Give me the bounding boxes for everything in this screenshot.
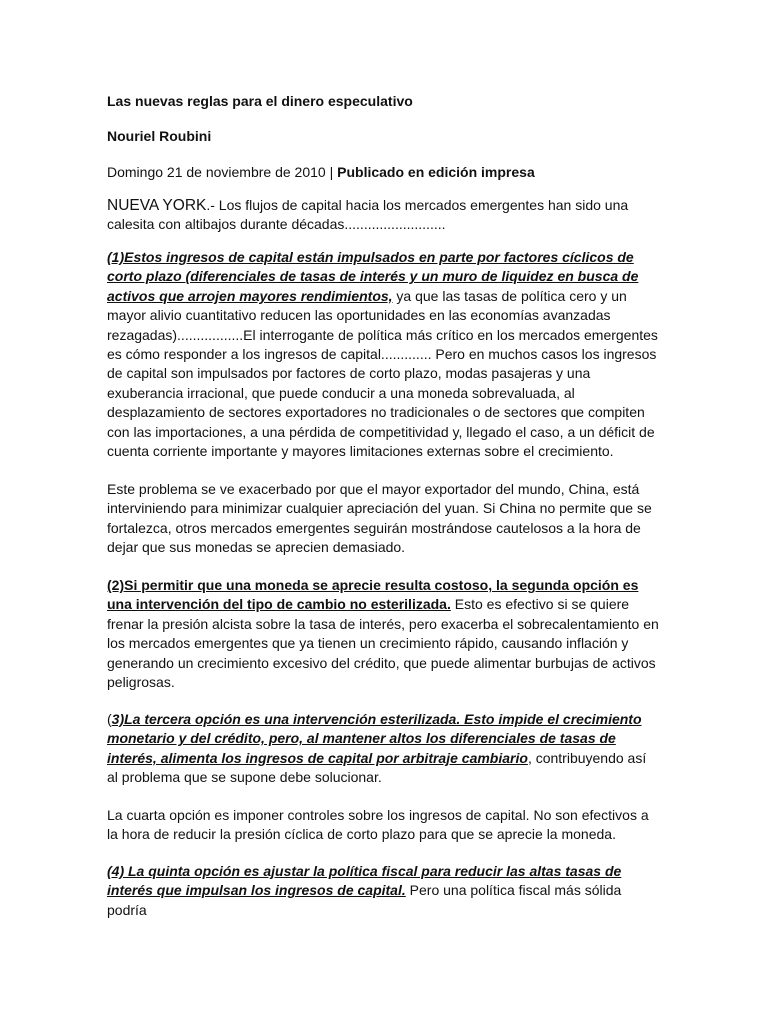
paragraph-6 (107, 862, 659, 920)
intro-text: .- Los flujos de capital hacia los mercados emergentes han sido una calesita con altibajos durante décadas.......................... (107, 197, 629, 233)
paragraph-1-text: ya que las tasas de política cero y un mayor alivio cuantitativo reducen las oportunidades en las economías avanzadas rezagadas).................El interrogante de política más crítico en los mercados emergentes es cómo responder a los ingresos de capital............. Pero en muchos casos los ingresos de capital son impulsados por factores de corto plazo, modas pasajeras y una exuberancia irracional, que puede conducir a una moneda sobrevaluada, al desplazamiento de sectores exportadores no tradicionales o de sectores que compiten con las importaciones, a una pérdida de competitividad y, llegado el caso, a un déficit de cuenta corriente importante y mayores limitaciones externas sobre el crecimiento. (107, 287, 658, 460)
paragraph-4-emphasis: 3)La tercera opción es una intervención esterilizada. Esto impide el crecimiento monetario y del crédito, pero, al mantener altos los diferenciales de tasas de interés, alimenta los ingresos de capital por arbitraje cambiario (107, 711, 642, 766)
article-meta (107, 163, 659, 182)
intro-paragraph (107, 196, 659, 235)
paragraph-2: Este problema se ve exacerbado por que el mayor exportador del mundo, China, está interviniendo para minimizar cualquier apreciación del yuan. Si China no permite que se fortalezca, otros mercados emergentes seguirán mostrándose cautelosos a la hora de dejar que sus monedas se aprecien demasiado. (107, 481, 652, 556)
paragraph-5: La cuarta opción es imponer controles sobre los ingresos de capital. No son efectivos a la hora de reducir la presión cíclica de corto plazo para que se aprecie la moneda. (107, 807, 649, 843)
paragraph-4-open: ( (107, 711, 112, 727)
paragraph-3-text: Esto es efectivo si se quiere frenar la presión alcista sobre la tasa de interés, pero exacerba el sobrecalentamiento en los mercados emergentes que ya tienen un crecimiento rápido, causando inflación y generando un crecimiento excesivo del crédito, que puede alimentar burbujas de activos peligrosas. (107, 596, 659, 691)
paragraph-6-emphasis: (4) La quinta opción es ajustar la política fiscal para reducir las altas tasas de interés que impulsan los ingresos de capital. (107, 863, 622, 899)
dateline: NUEVA YORK (107, 197, 207, 214)
meta-separator: | (325, 164, 338, 180)
paragraph-4 (107, 710, 659, 788)
article-edition: Publicado en edición impresa (337, 164, 535, 180)
article-author: Nouriel Roubini (107, 128, 212, 144)
paragraph-1-emphasis: (1)Estos ingresos de capital están impulsados en parte por factores cíclicos de corto plazo (diferenciales de tasas de interés y un muro de liquidez en busca de activos que arrojen mayores rendimientos, (107, 249, 639, 304)
paragraph-6-text: Pero una política fiscal más sólida podría (107, 882, 622, 918)
paragraph-1 (107, 248, 659, 461)
article-title: Las nuevas reglas para el dinero especulativo (107, 93, 413, 109)
paragraph-4-text: , contribuyendo así al problema que se supone debe solucionar. (107, 749, 647, 786)
paragraph-3 (107, 576, 659, 692)
article-date: Domingo 21 de noviembre de 2010 (107, 164, 326, 180)
paragraph-3-emphasis: (2)Si permitir que una moneda se aprecie resulta costoso, la segunda opción es una intervención del tipo de cambio no esterilizada. (107, 577, 639, 613)
